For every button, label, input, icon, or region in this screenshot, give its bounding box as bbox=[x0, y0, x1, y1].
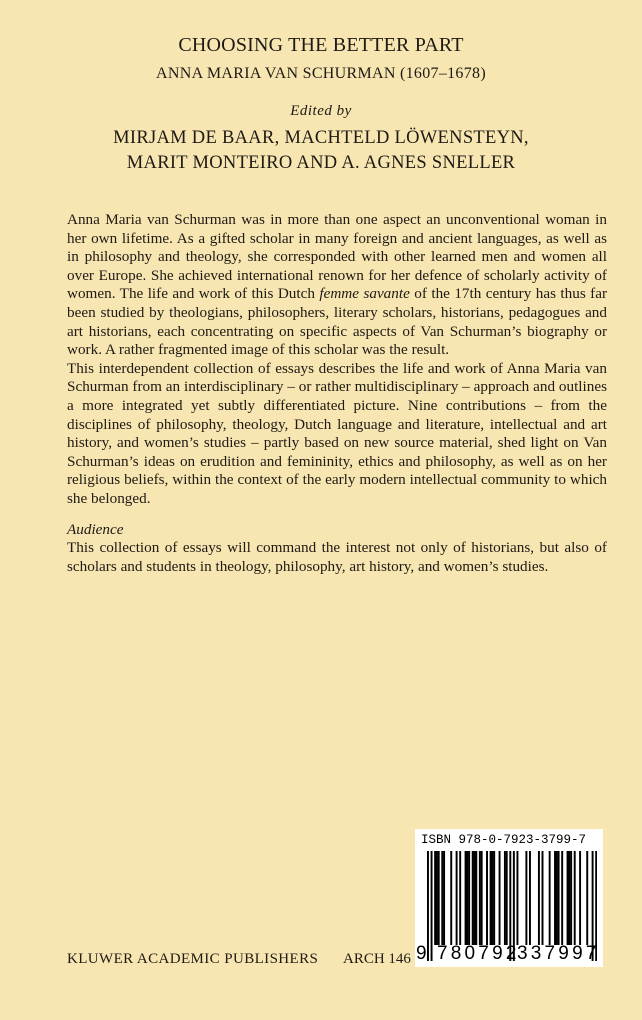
blurb-p1-part-b: of the 17th century has thus far been studied by theologians, philosophers, literary scholars, historians, pedagogues and art historians, each concentrating on specific aspects of Van Schurman’s biography or work. A rather fragmented image of this scholar was the result. bbox=[67, 285, 608, 359]
barcode-bar bbox=[474, 851, 476, 945]
barcode-bar bbox=[479, 851, 481, 945]
audience-label: Audience bbox=[67, 520, 124, 538]
isbn-label: ISBN 978-0-7923-3799-7 bbox=[421, 833, 587, 847]
barcode-bar bbox=[516, 851, 518, 945]
ean-first-digit: 9 bbox=[416, 943, 427, 964]
ean-right-group: 337997 bbox=[517, 943, 600, 964]
barcode-bar bbox=[465, 851, 467, 945]
barcode-bar bbox=[579, 851, 581, 945]
barcode-bar bbox=[493, 851, 495, 945]
editors-line-1: MIRJAM DE BAAR, MACHTELD LÖWENSTEYN, bbox=[113, 128, 529, 148]
barcode-bar bbox=[475, 851, 477, 945]
blurb-paragraph-1 bbox=[67, 211, 607, 360]
barcode-bar bbox=[427, 851, 429, 961]
barcode-bar bbox=[431, 851, 433, 961]
barcode-bar bbox=[558, 851, 560, 945]
barcode-bar bbox=[441, 851, 443, 945]
barcode-bar bbox=[438, 851, 440, 945]
barcode-bar bbox=[481, 851, 483, 945]
book-title: CHOOSING THE BETTER PART bbox=[178, 34, 464, 56]
barcode-bar bbox=[472, 851, 474, 945]
barcode-bar bbox=[574, 851, 576, 945]
editors-line-2: MARIT MONTEIRO AND A. AGNES SNELLER bbox=[126, 153, 516, 173]
barcode-bar bbox=[459, 851, 461, 945]
blurb-p1-part-a: Anna Maria van Schurman was in more than one aspect an unconventional woman in her own lifetime. As a gifted scholar in many foreign and ancient languages, as well as in philosophy and theology, she corresponded with other learned men and women all over Europe. She achieved international renown for her defence of scholarly activity of women. The life and work of this Dutch bbox=[67, 211, 607, 303]
editors bbox=[0, 126, 642, 176]
barcode-bar bbox=[542, 851, 544, 945]
barcode-bar bbox=[538, 851, 540, 945]
barcode-bar bbox=[456, 851, 458, 945]
barcode-bar bbox=[586, 851, 588, 945]
barcode-bar bbox=[567, 851, 569, 945]
blurb-p1-italic: femme savante bbox=[319, 285, 410, 303]
blurb bbox=[67, 211, 607, 576]
book-subtitle: ANNA MARIA VAN SCHURMAN (1607–1678) bbox=[156, 65, 486, 82]
barcode-bar bbox=[434, 851, 436, 945]
series-number: ARCH 146 bbox=[343, 951, 411, 967]
barcode-bar bbox=[468, 851, 470, 945]
barcode-bar bbox=[525, 851, 527, 945]
barcode-bar bbox=[556, 851, 558, 945]
barcode-bar bbox=[499, 851, 501, 945]
edited-by-label: Edited by bbox=[290, 103, 352, 119]
barcode-bar bbox=[491, 851, 493, 945]
barcode-bar bbox=[466, 851, 468, 945]
barcode-bar bbox=[486, 851, 488, 945]
publisher-name: KLUWER ACADEMIC PUBLISHERS bbox=[67, 951, 319, 967]
barcode-bar bbox=[568, 851, 570, 945]
barcode-bar bbox=[443, 851, 445, 945]
barcode-bar bbox=[450, 851, 452, 945]
barcode-bar bbox=[490, 851, 492, 945]
blurb-paragraph-2: This interdependent collection of essays describes the life and work of Anna Maria van Schurman from an interdisciplinary – or rather multidisciplinary – approach and outlines a more integrated yet subtly differentiated picture. Nine contributions – from the disciplines of philosophy, theology, Dutch language and literature, intellectual and art history, and women’s studies – partly based on new source material, shed light on Van Schurman’s ideas on erudition and femininity, ethics and philosophy, as well as on her religious beliefs, within the context of the early modern intellectual community to which she belonged. bbox=[67, 359, 607, 507]
barcode-bar bbox=[436, 851, 438, 945]
barcode bbox=[415, 829, 603, 967]
barcode-bar bbox=[504, 851, 506, 945]
barcode-bar bbox=[506, 851, 508, 945]
audience-text: This collection of essays will command the interest not only of historians, but also of scholars and students in theology, philosophy, art history, and women’s studies. bbox=[67, 539, 607, 575]
barcode-bar bbox=[561, 851, 563, 945]
barcode-bar bbox=[549, 851, 551, 945]
barcode-bar bbox=[529, 851, 531, 945]
barcode-bar bbox=[554, 851, 556, 945]
barcode-bar bbox=[570, 851, 572, 945]
ean-left-group: 780792 bbox=[437, 943, 520, 964]
